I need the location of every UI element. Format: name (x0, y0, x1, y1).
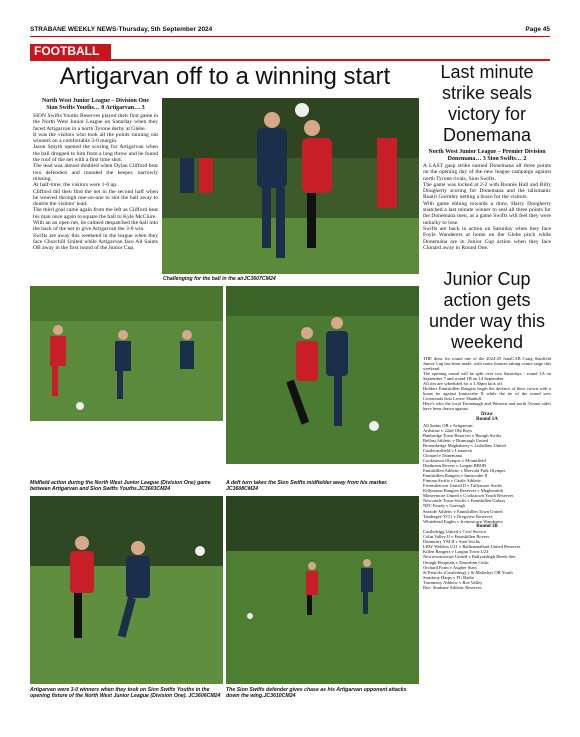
match-photo (30, 496, 223, 684)
fixture-line: Orchard Farm v Augher Stars (423, 564, 477, 570)
fixture-line: St Patricks (Castlederg) v St Malachys OB Youth (423, 569, 513, 575)
fixture-line: Newtownstewart United v Ballyrashigh Beeds Site (423, 554, 516, 560)
fixture-line: Enniskillen Rangers v Inniscrahe II (423, 473, 488, 479)
fixture-line: Dunmurry YM II v Sion Swifts (423, 539, 481, 545)
fixture-line: Omagh Hospitals v Drumfinn Celtic (423, 559, 490, 565)
photo-deft-turn (226, 286, 419, 464)
match-photo (30, 286, 223, 421)
paragraph: Jason Smyth opened the scoring for Artigarvan when the ball dropped to him from a long throw and he found the roof of the net with a first time shot. (33, 144, 158, 164)
match-photo (162, 98, 419, 274)
page-number: Page 45 (525, 26, 550, 33)
paragraph: Swifts are away this weekend in the league when they face Churchill United while Artigarvan face All Saints OB away in the first round of the Junior Cup. (33, 232, 158, 252)
fixture-line: Killymoon Rangers Reserves v Magherafelt (423, 488, 504, 494)
fixture-line: Newcastle Town Swifts v Enniskillen Galaxy (423, 498, 506, 504)
fixture-line: Fintona Swifts v Castle Athletic (423, 478, 482, 484)
paragraph: At half-time, the visitors were 1-0 up. (33, 182, 118, 189)
fixture-line: Cookstown Olympic v Mountfield (423, 458, 486, 464)
paragraph: The game was locked at 2-2 with Ronnie Hall and Billy Dougherty scoring for Donemana and the talismanic Ruairi Gormley netting a brace for the visitors. (423, 181, 551, 201)
fixture-line: Enniskillen Athletic v Mervola Park Olympic (423, 468, 506, 474)
story2-subhead: North West Junior League – Premier Division (428, 149, 546, 155)
photo-wing-chase (226, 496, 419, 684)
fixture-line: Ardstraw v 22nd Old Boys (423, 427, 473, 433)
main-story (33, 98, 158, 252)
round-1a-heading: Round 1A (476, 417, 498, 423)
fixture-line: Tandragee YCG v Dregview Reserves (423, 513, 493, 519)
section-banner: FOOTBALL (30, 44, 111, 59)
paragraph: THE draw for round one of the 2024-25 fonaCAB Craig Stanfield Junior Cup has been made, with some fixtures taking centre stage this weekend. (423, 356, 551, 372)
paragraph: With an an open net, he calmed despatched the ball into the back of the net to give Artigarvan the 3-0 win. (33, 220, 158, 233)
fixture-line: Broomhedge Maghaberry v Lisbellaw United (423, 442, 506, 448)
fixture-line: All Saints OB v Artigarvan (423, 422, 473, 428)
page-header (30, 24, 550, 36)
story2-headline: Last minute strike seals victory for Donemana (440, 62, 534, 145)
photo-caption: A deft turn takes the Sion Swifts midfielder away from his marker. JC3608CM24 (226, 480, 388, 492)
fixture-line: Killen Rangers v Lurgan Town U23 (423, 549, 489, 555)
paragraph: The third goal came again from the left as Clifford beat his man once again to square the ball to Kyle McClure. (33, 207, 158, 220)
story2-body (423, 163, 551, 251)
fixture-line: Trummery Athletic v Roe Valley (423, 579, 483, 585)
publication-line: STRABANE WEEKLY NEWS-Thursday, 5th September 2024 (30, 26, 213, 33)
fixture-line: NFC Keady v Garvagh (423, 503, 466, 509)
paragraph: The opening round will be split over two Saturdays - round 1A on September 7 and round 1B on 14 September. (423, 371, 551, 382)
paragraph: A LAST gasp strike earned Donemana all three points on the opening day of the new league campaign against north Tyrone rivals, Sion Swifts. (423, 163, 551, 182)
paragraph: SION Swifts Youths Reserves played their first game in the North West Junior League on Saturday when they faced Artigarvan in a north Tyrone derby at Glebe. (33, 113, 158, 132)
fixture-line: Whitehead Eagles v Irvinestown Wanderers (423, 518, 503, 524)
section-rule (30, 59, 550, 61)
photo-aerial-challenge (162, 98, 419, 274)
fixture-line: Colin Valley II v Enniskillen Rovers (423, 534, 490, 540)
fixture-line: Clonard v Donemana (423, 452, 462, 458)
main-subhead: North West Junior League – Division One (41, 98, 150, 104)
fixtures-1b (423, 529, 551, 585)
paragraph: Holders Enniskillen Rangers begin the defence of their crown with a home tie against Inniscrahe II while the tie of the round sees Crossroads host Lower Shankill. (423, 386, 551, 402)
fixture-line: Banbridge Town Reserves v Baragh Swifts (423, 432, 502, 438)
paragraph: Here's who the local Fermanagh and Western and north Tyrone sides have been drawn against. (423, 401, 551, 412)
fixture-line: Moneymore United v Cookstown Youth Reserves (423, 493, 514, 499)
story3-body (423, 356, 551, 590)
main-score: Sion Swifts Youths… 0 Artigarvan… 3 (46, 105, 145, 111)
main-body (33, 113, 158, 252)
bye-line: Bye: Strabane Athletic Reserves (423, 584, 482, 590)
story-donemana (423, 62, 551, 251)
paragraph: Clifford did then find the net in the second half when he weaved through one-on-one to slot the ball away to double the visitors' lead. (33, 188, 158, 208)
match-photo (226, 496, 419, 684)
photo-midfield-action (30, 286, 223, 421)
header-rule (30, 36, 550, 37)
photo-caption: Midfield action during the North West Junior League (Division One) game between Artigarvan and Sion Swifts Youths.JC3603CM24 (30, 480, 211, 492)
fixture-line: Seaside Athletic v Enniskillen Town United (423, 508, 503, 514)
match-photo (226, 286, 419, 464)
fixture-line: Castlecaulfield v Lisnarick (423, 447, 472, 453)
photo-caption: Artigarvan were 3-0 winners when they took on Sion Swifts Youths in the opening fixture of the North West Junior League (Division One). JC3606CM24 (30, 687, 221, 699)
fixtures-1a (423, 423, 551, 524)
story-junior-cup (423, 269, 551, 590)
photo-opening-fixture (30, 496, 223, 684)
paragraph: The lead was almost doubled when Dylan Clifford beat two defenders and rounded the keeper, narrowly missing. (33, 163, 158, 182)
paragraph: With game ebbing towards a draw, Harry Dougherty snatched a last minute winner to seal all three points for the Donemana men, as a game Swifts will feel they were unlucky to lose. (423, 200, 551, 226)
photo-caption: The Sion Swifts defender gives chase as his Artigarvan opponent attacks down the wing.JC3610CM24 (226, 687, 407, 699)
fixture-line: Fivemiletown United II v Tullymore Swifts (423, 483, 503, 489)
fixture-line: Castledeigg United v Civil Service (423, 529, 487, 535)
fixture-line: Strathroy Harps v FC Badia (423, 574, 474, 580)
story3-headline: Junior Cup action gets under way this weekend (428, 269, 546, 352)
fixture-line: LBW Welders U21 v Ballinamallard United Reserves (423, 544, 521, 550)
photo-caption: Challenging for the ball in the airJC3607CM24 (163, 276, 276, 282)
fixture-line: Dunbreen Rovers v Lurgan BBOB (423, 463, 487, 469)
main-headline: Artigarvan off to a winning start (59, 63, 391, 90)
paragraph: It was the visitors who took all the points running out winners on a comfortable 3-0 margin. (33, 131, 158, 145)
fixture-line: Belfast Athletic v Drumragh United (423, 437, 489, 443)
paragraph: Swifts are back in action on Saturday when they face Foyle Wanderers at home on the Glebe pitch while Donemana are in Junior Cup action when they face Clonard away in Round One. (423, 225, 551, 251)
round-1b-heading: Round 1B (476, 523, 498, 529)
draw-heading: Draw (481, 411, 493, 417)
paragraph: All ties are scheduled for a 1.30pm kick off. (423, 381, 504, 387)
story2-score: Donemana… 3 Sion Swifts… 2 (447, 156, 527, 162)
